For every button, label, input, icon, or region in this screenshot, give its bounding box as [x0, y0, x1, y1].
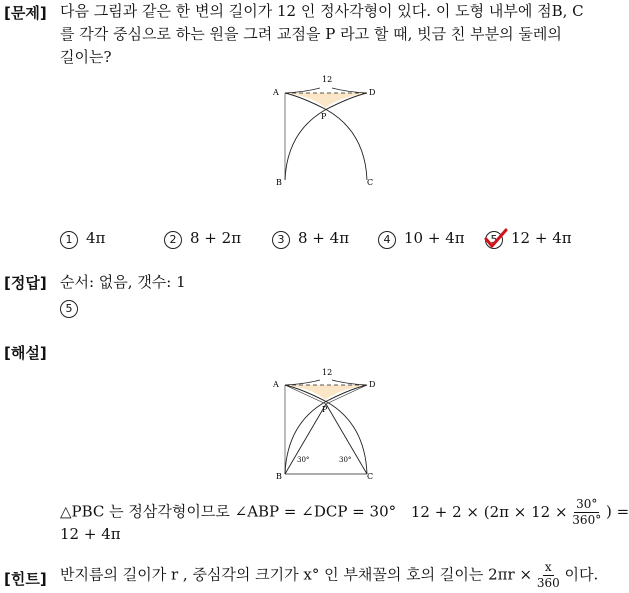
explanation-text-2a: 12 + 2 × (2π × 12 × — [410, 502, 568, 521]
choice-number: 5 — [485, 231, 503, 249]
explanation-line — [60, 497, 629, 528]
hint-tag: [힌트] — [4, 570, 47, 588]
explanation-text-2b: ) = — [605, 502, 629, 521]
label-B: B — [276, 178, 282, 187]
choice-1[interactable] — [60, 229, 105, 249]
choice-text: 8 + 2π — [190, 229, 242, 247]
explanation-tag: [해설] — [4, 344, 47, 362]
label-A: A — [273, 88, 279, 97]
angle-B: 30° — [297, 456, 310, 464]
label-top: 12 — [322, 75, 333, 84]
choice-number: 1 — [60, 231, 78, 249]
problem-line-3: 길이는? — [60, 48, 112, 66]
hint-text-b: 이다. — [564, 565, 599, 584]
choice-2[interactable] — [164, 229, 241, 249]
choice-3[interactable] — [272, 229, 349, 249]
explanation-result: 12 + 4π — [60, 525, 121, 543]
answer-meta: 순서: 없음, 갯수: 1 — [60, 273, 186, 291]
shaded-region — [285, 385, 367, 400]
label-top: 12 — [322, 368, 333, 377]
choice-number: 4 — [378, 231, 396, 249]
choice-5[interactable] — [485, 229, 572, 249]
angle-C: 30° — [339, 456, 352, 464]
fraction-numerator: 30° — [576, 497, 598, 511]
problem-line-2: 를 각각 중심으로 하는 원을 그려 교점을 P 라고 할 때, 빗금 친 부분의 둘레의 — [60, 25, 562, 43]
fraction-denominator: 360 — [536, 576, 560, 590]
label-D: D — [369, 88, 376, 97]
choice-text: 12 + 4π — [511, 229, 572, 247]
label-C: C — [367, 178, 374, 187]
label-P: P — [321, 112, 327, 121]
choice-number: 3 — [272, 231, 290, 249]
check-icon — [484, 228, 508, 250]
choice-number: 2 — [164, 231, 182, 249]
answer-tag: [정답] — [4, 274, 47, 292]
problem-figure — [265, 72, 395, 190]
answer-value — [60, 296, 86, 318]
label-D: D — [369, 380, 376, 389]
hint-line — [60, 560, 598, 591]
label-C: C — [367, 472, 374, 481]
explanation-figure — [265, 366, 395, 484]
label-B: B — [276, 472, 282, 481]
explanation-text-1: △PBC 는 정삼각형이므로 ∠ABP = ∠DCP = 30° — [60, 502, 397, 521]
fraction-denominator: 360° — [572, 513, 602, 527]
fraction-numerator: x — [544, 560, 552, 574]
choice-text: 8 + 4π — [298, 229, 350, 247]
choice-text: 4π — [86, 229, 106, 247]
label-P: P — [322, 405, 328, 414]
problem-line-1: 다음 그림과 같은 한 변의 길이가 12 인 정사각형이 있다. 이 도형 내부에 점B, C — [60, 2, 584, 20]
choice-4[interactable] — [378, 229, 465, 249]
choice-text: 10 + 4π — [404, 229, 465, 247]
answer-number: 5 — [60, 300, 78, 318]
shaded-region — [285, 93, 367, 108]
hint-text-a: 반지름의 길이가 r , 중심각의 크기가 x° 인 부채꼴의 호의 길이는 2πr × — [60, 565, 533, 584]
explanation-fraction — [572, 497, 601, 528]
problem-tag: [문제] — [4, 4, 47, 22]
label-A: A — [273, 380, 279, 389]
hint-fraction — [537, 560, 560, 591]
